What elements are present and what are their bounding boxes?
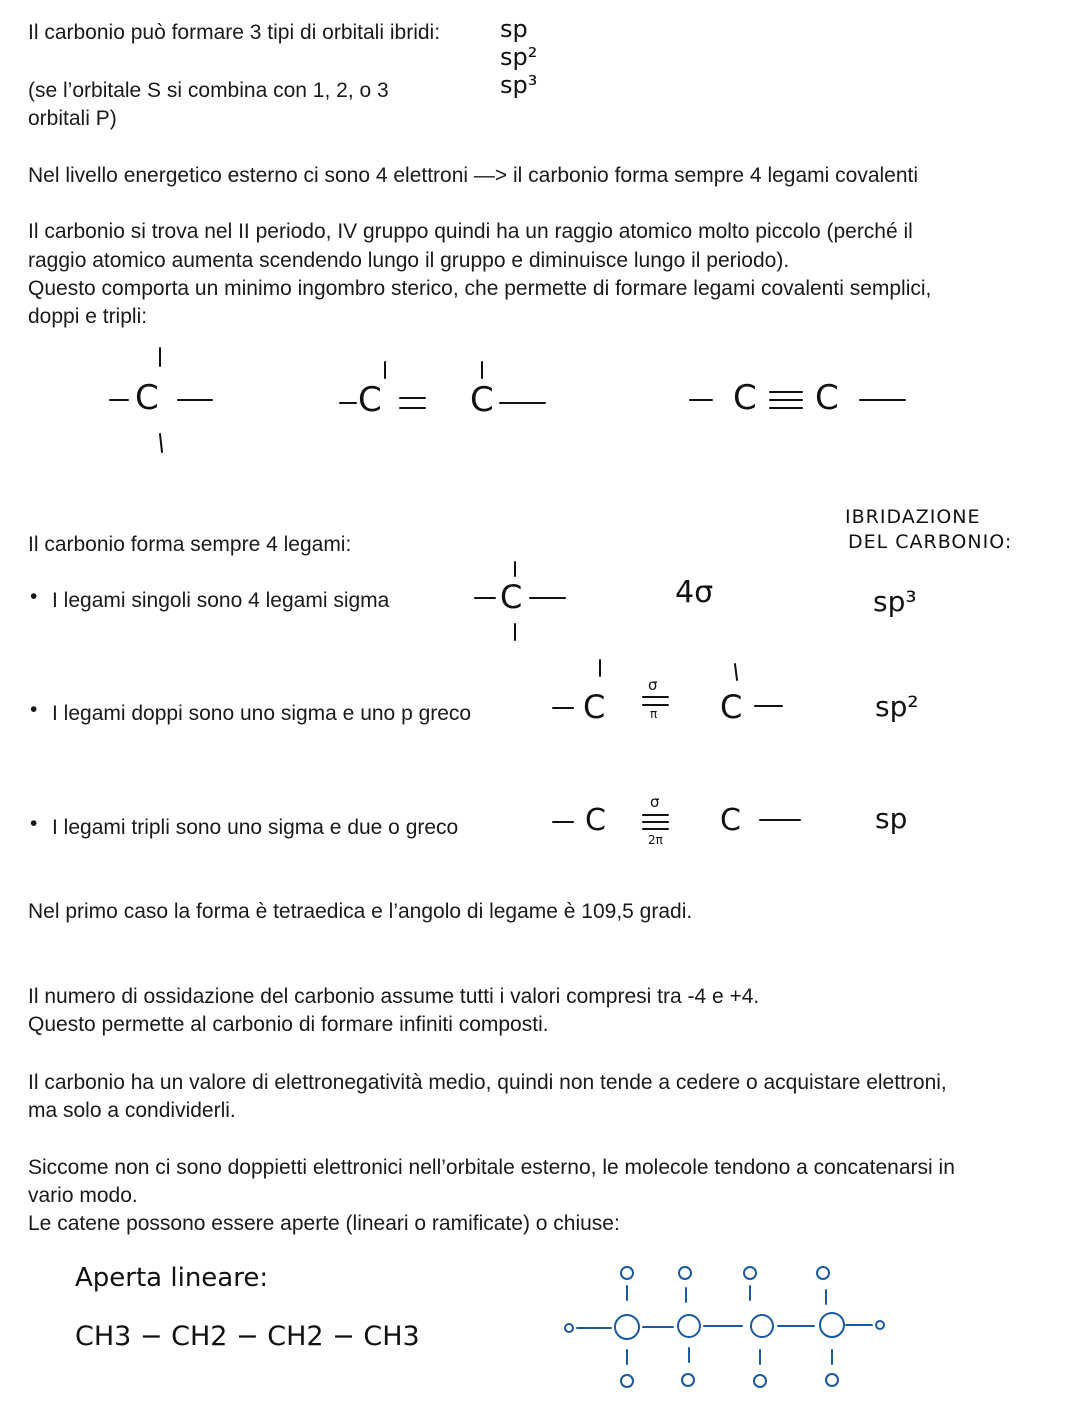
double-bond-carbon-1: C	[358, 380, 382, 420]
orbital-note-line2: orbitali P)	[28, 107, 117, 130]
double-formula-carbon-1: C	[583, 688, 606, 726]
chains-line2: vario modo.	[28, 1184, 138, 1207]
electrons-paragraph: Nel livello energetico esterno ci sono 4 elettroni —> il carbonio forma sempre 4 legami covalenti	[28, 164, 919, 187]
double-bond-carbon-2: C	[470, 380, 494, 420]
oxidation-line1: Il numero di ossidazione del carbonio assume tutti i valori compresi tra -4 e +4.	[28, 985, 760, 1008]
hybrid-sp3: sp³	[500, 71, 538, 99]
double-pi-label: π	[650, 707, 658, 721]
triple-bonds-text: I legami tripli sono uno sigma e due o greco	[52, 816, 459, 839]
hybrid-sp3-label: sp³	[873, 585, 917, 618]
electronegativity-line1: Il carbonio ha un valore di elettronegatività medio, quindi non tende a cedere o acquistare elettroni,	[28, 1071, 947, 1094]
open-chain-formula: CH3 − CH2 − CH2 − CH3	[75, 1321, 420, 1352]
four-bonds-heading: Il carbonio forma sempre 4 legami:	[28, 533, 352, 556]
radius-paragraph-line3: Questo comporta un minimo ingombro sterico, che permette di formare legami covalenti semplici,	[28, 277, 932, 300]
double-bonds-text: I legami doppi sono uno sigma e uno p greco	[52, 702, 472, 725]
bullet: •	[30, 585, 38, 608]
triple-formula-carbon-2: C	[720, 803, 741, 838]
triple-formula-carbon-1: C	[585, 803, 606, 838]
bullet: •	[30, 698, 38, 721]
single-bonds-text: I legami singoli sono 4 legami sigma	[52, 589, 390, 612]
triple-sigma-label: σ	[650, 793, 660, 811]
chains-line1: Siccome non ci sono doppietti elettronici nell’orbitale esterno, le molecole tendono a concatenarsi in	[28, 1156, 955, 1179]
triple-bond-carbon-1: C	[733, 378, 757, 418]
shape-paragraph: Nel primo caso la forma è tetraedica e l’angolo di legame è 109,5 gradi.	[28, 900, 693, 923]
radius-paragraph-line1: Il carbonio si trova nel II periodo, IV gruppo quindi ha un raggio atomico molto piccolo (perché il	[28, 220, 913, 243]
orbital-note-line1: (se l’orbitale S si combina con 1, 2, o 3	[28, 79, 389, 102]
single-formula-carbon: C	[500, 578, 523, 616]
triple-pi-label: 2π	[648, 833, 663, 847]
hybridization-label-line1: IBRIDAZIONE	[845, 506, 981, 528]
radius-paragraph-line4: doppi e tripli:	[28, 305, 148, 328]
chains-line3: Le catene possono essere aperte (lineari o ramificate) o chiuse:	[28, 1212, 620, 1235]
four-sigma-note: 4σ	[675, 575, 714, 610]
open-chain-label: Aperta lineare:	[75, 1263, 269, 1293]
radius-paragraph-line2: raggio atomico aumenta scendendo lungo il gruppo e diminuisce lungo il periodo).	[28, 249, 790, 272]
triple-bond-carbon-2: C	[815, 378, 839, 418]
hybrid-sp-label: sp	[875, 802, 908, 835]
oxidation-line2: Questo permette al carbonio di formare infiniti composti.	[28, 1013, 549, 1036]
hybrid-sp2-label: sp²	[875, 690, 919, 723]
hybridization-label-line2: DEL CARBONIO:	[848, 531, 1013, 553]
single-bond-carbon: C	[135, 378, 159, 418]
double-formula-carbon-2: C	[720, 688, 743, 726]
hybrid-sp2: sp²	[500, 43, 538, 71]
double-sigma-label: σ	[648, 676, 658, 694]
bullet: •	[30, 812, 38, 835]
electronegativity-line2: ma solo a condividerli.	[28, 1099, 236, 1122]
hybrid-orbitals-sentence: Il carbonio può formare 3 tipi di orbitali ibridi:	[28, 21, 441, 44]
hybrid-sp: sp	[500, 15, 528, 43]
